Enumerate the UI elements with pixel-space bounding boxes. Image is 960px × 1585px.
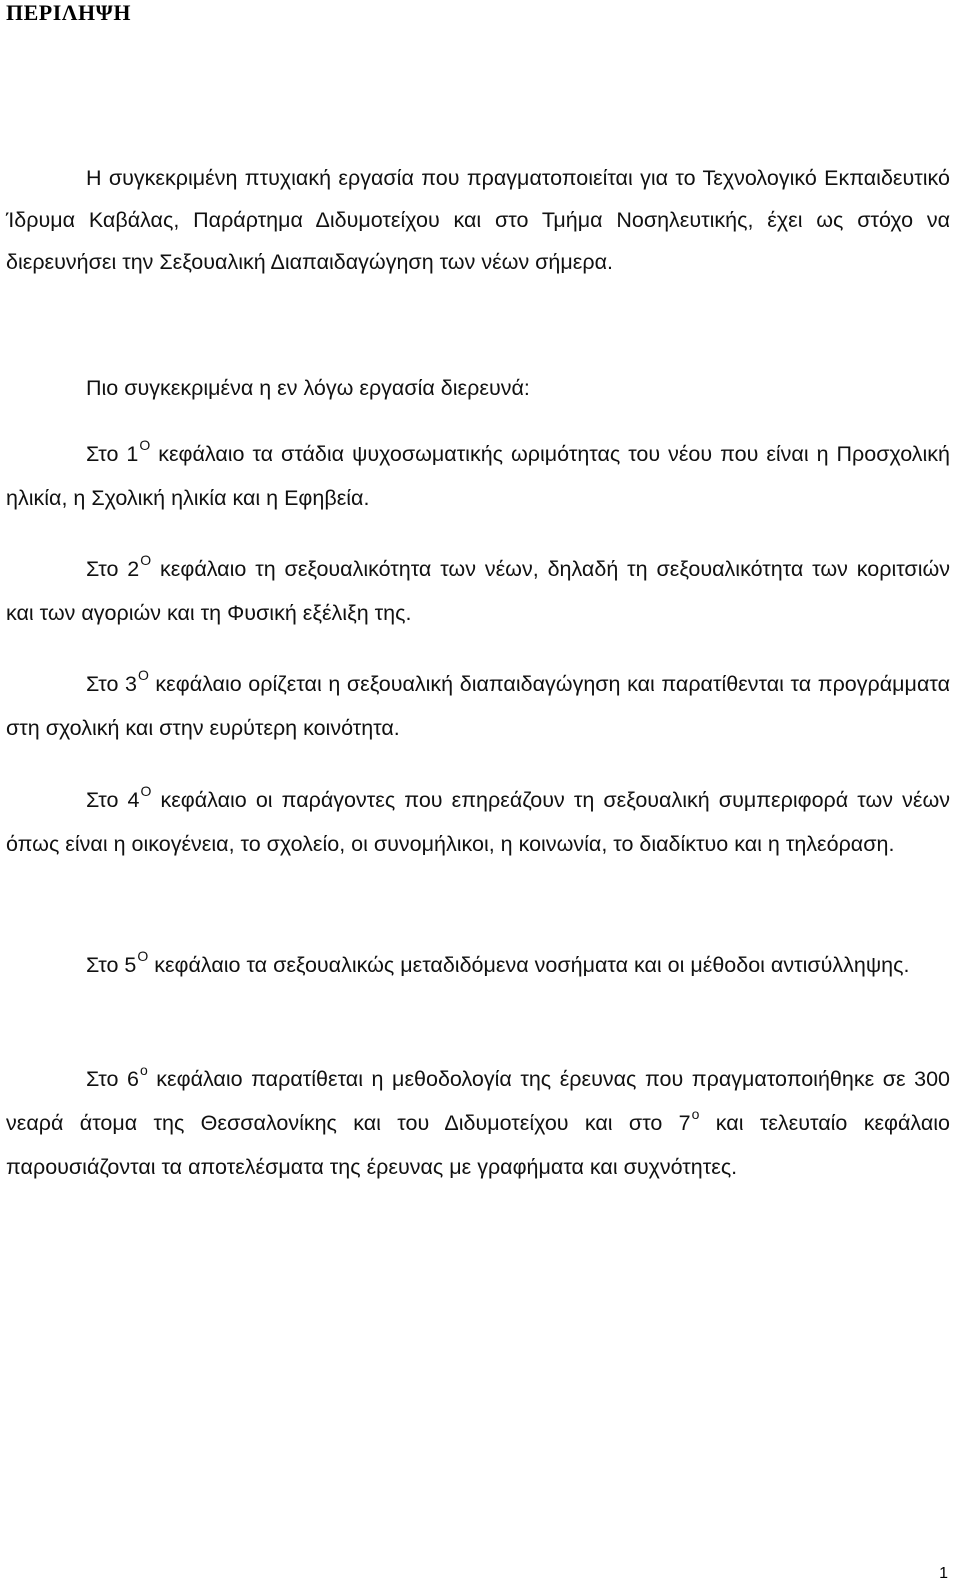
chapter-4-sup: Ο <box>140 783 152 799</box>
chapter-4-text: κεφάλαιο οι παράγοντες που επηρεάζουν τη σεξουαλική συμπεριφορά των νέων όπως είναι η οικογένεια, το σχολείο, οι συνομήλικοι, η κοινωνία, το διαδίκτυο και η τηλεόραση. <box>6 788 950 856</box>
chapter-2-prefix: Στο 2 <box>86 557 140 581</box>
chapter-4-prefix: Στο 4 <box>86 788 140 812</box>
chapter-1-sup: Ο <box>139 437 151 453</box>
chapter-5-prefix: Στο 5 <box>86 953 137 977</box>
chapter-2-paragraph <box>6 548 950 634</box>
chapter-6-sup: ο <box>139 1062 148 1078</box>
chapter-3-paragraph <box>6 663 950 749</box>
chapter-5-paragraph <box>6 944 950 988</box>
chapter-1-paragraph <box>6 433 950 519</box>
chapter-5-sup: Ο <box>137 948 149 964</box>
chapter-2-sup: Ο <box>140 552 152 568</box>
chapter-1-prefix: Στο 1 <box>86 442 139 466</box>
chapter-6-7-paragraph <box>6 1058 950 1188</box>
chapter-6-prefix: Στο 6 <box>86 1067 139 1091</box>
chapter-3-text: κεφάλαιο ορίζεται η σεξουαλική διαπαιδαγώγηση και παρατίθενται τα προγράμματα στη σχολική και στην ευρύτερη κοινότητα. <box>6 672 950 740</box>
chapter-4-paragraph <box>6 779 950 865</box>
chapter-2-text: κεφάλαιο τη σεξουαλικότητα των νέων, δηλαδή τη σεξουαλικότητα των κοριτσιών και των αγοριών και τη Φυσική εξέλιξη της. <box>6 557 951 625</box>
chapter-5-text: κεφάλαιο τα σεξουαλικώς μεταδιδόμενα νοσήματα και οι μέθοδοι αντισύλληψης. <box>148 953 910 977</box>
page-title: ΠΕΡΙΛΗΨΗ <box>6 0 131 25</box>
intro-paragraph: Η συγκεκριμένη πτυχιακή εργασία που πραγματοποιείται για το Τεχνολογικό Εκπαιδευτικό Ίδρυμα Καβάλας, Παράρτημα Διδυμοτείχου και στο Τμήμα Νοσηλευτικής, έχει ως στόχο να διερευνήσει την Σεξουαλική Διαπαιδαγώγηση των νέων σήμερα. <box>6 166 950 274</box>
chapter-3-sup: Ο <box>137 667 149 683</box>
chapter-7-sup: ο <box>691 1106 700 1122</box>
chapter-3-prefix: Στο 3 <box>86 672 137 696</box>
chapter-6-text: κεφάλαιο παρατίθεται η μεθοδολογία της έρευνας που πραγματοποιήθηκε σε 300 νεαρά άτομα της Θεσσαλονίκης και του Διδυμοτείχου και στο 7 <box>6 1067 951 1135</box>
lead-paragraph: Πιο συγκεκριμένα η εν λόγω εργασία διερευνά: <box>86 376 530 400</box>
chapter-7-text: και τελευταίο κεφάλαιο παρουσιάζονται τα αποτελέσματα της έρευνας με γραφήματα και συχνότητες. <box>6 1111 950 1179</box>
page-number: 1 <box>939 1565 948 1582</box>
chapter-1-text: κεφάλαιο τα στάδια ψυχοσωματικής ωριμότητας του νέου που είναι η Προσχολική ηλικία, η Σχολική ηλικία και η Εφηβεία. <box>6 442 951 510</box>
